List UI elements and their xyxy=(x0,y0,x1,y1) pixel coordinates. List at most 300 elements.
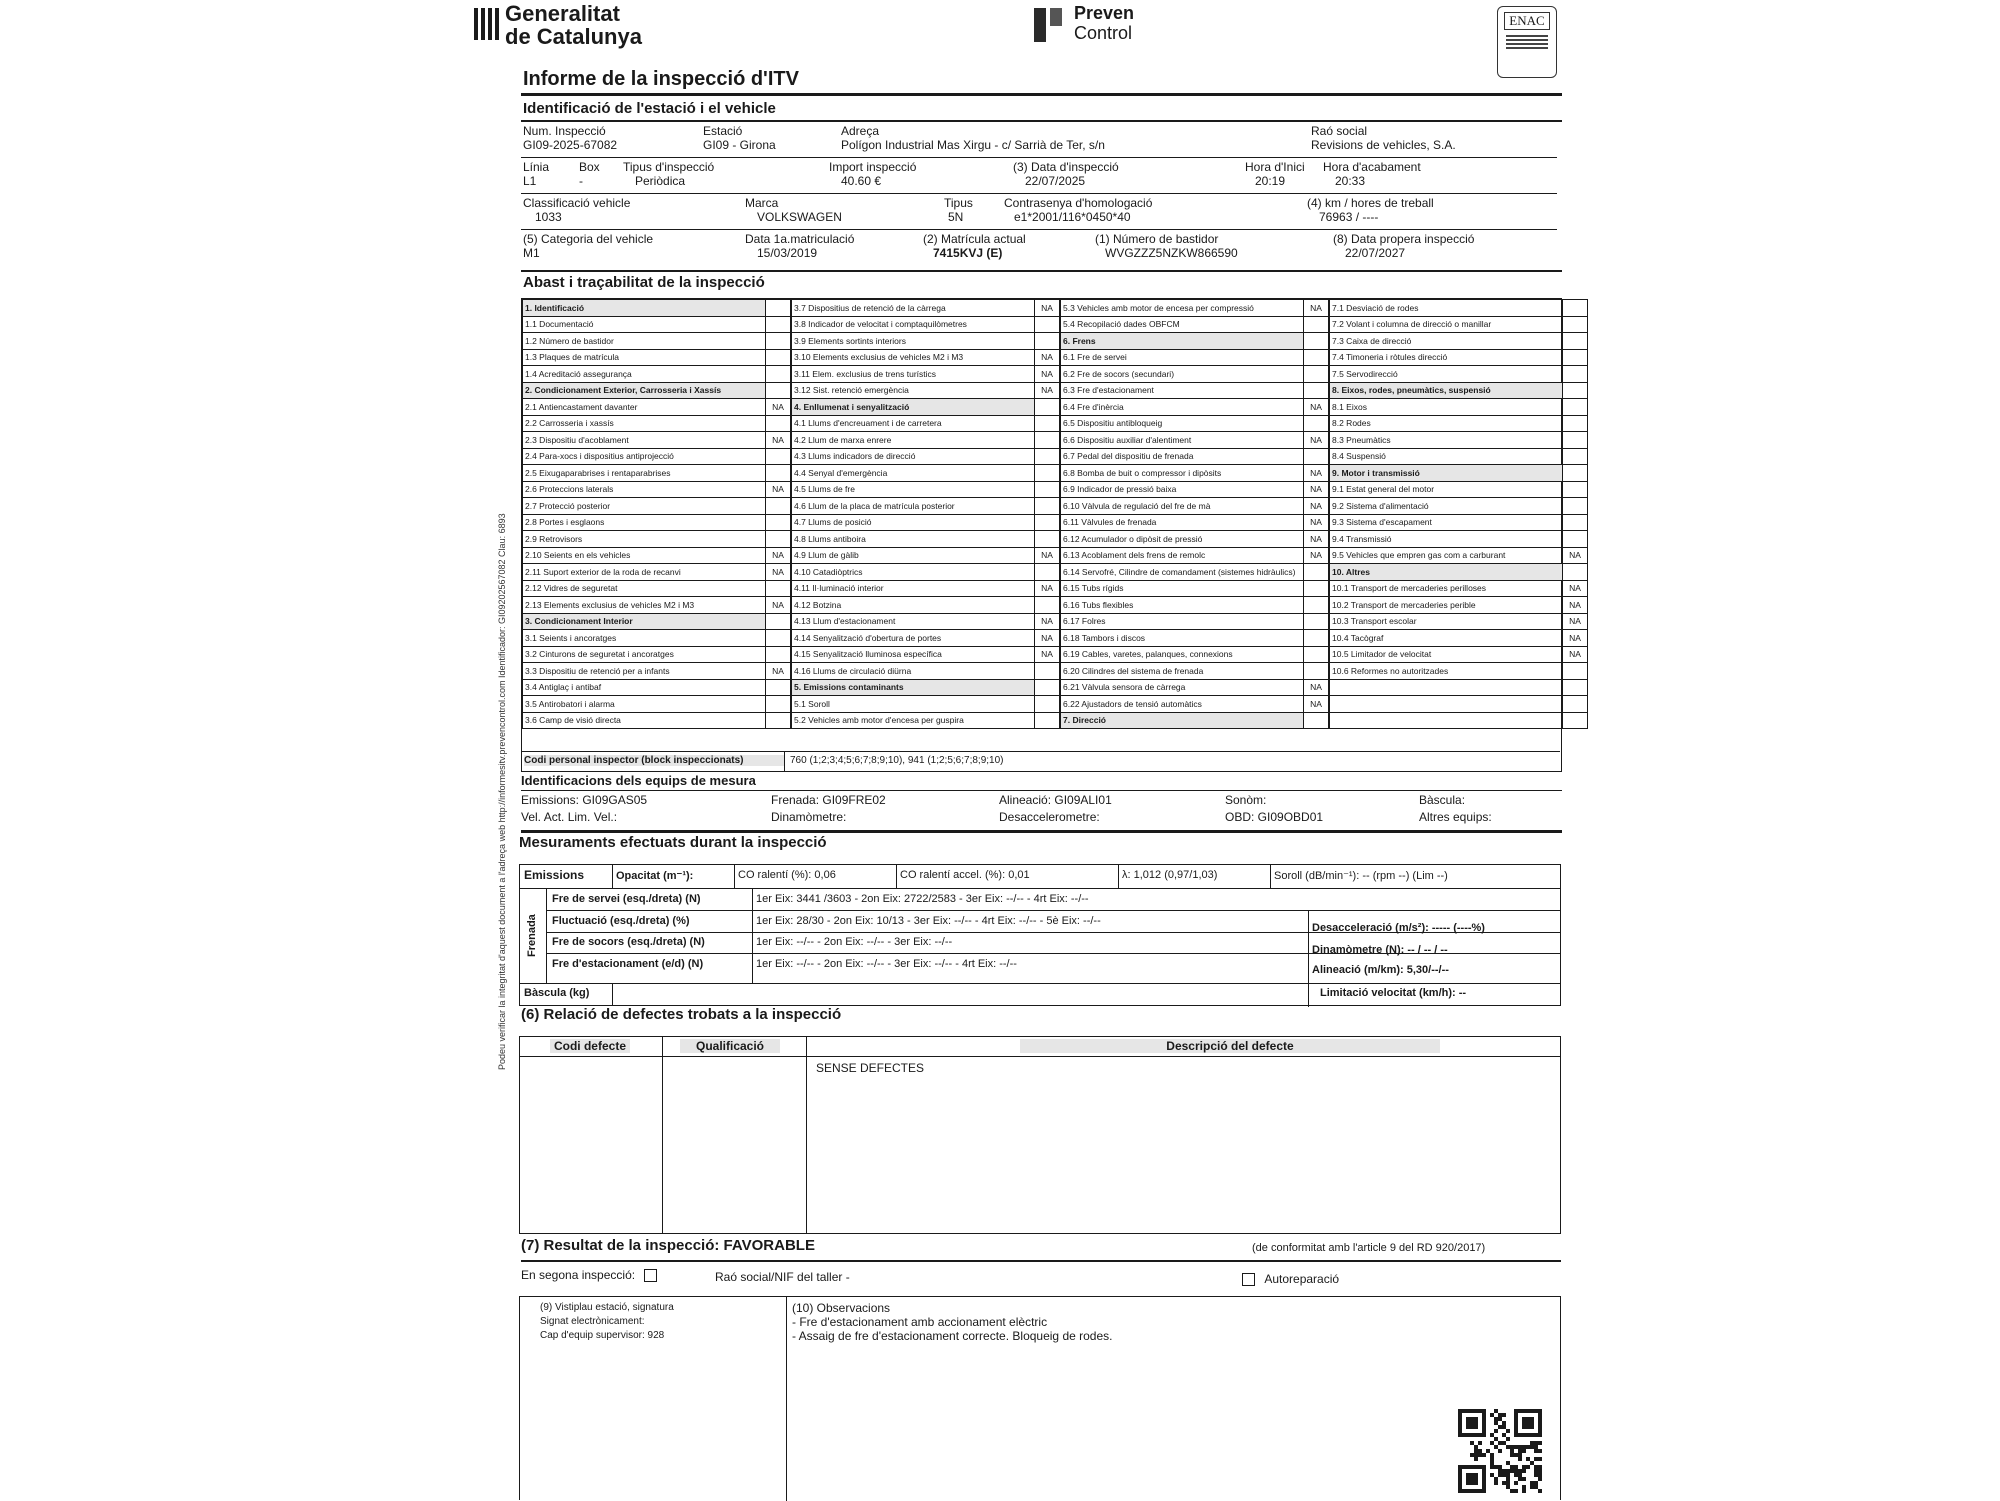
abast-row xyxy=(1330,712,1588,729)
abast-item: 3.2 Cinturons de seguretat i ancoratges xyxy=(523,646,766,663)
abast-na xyxy=(1563,382,1588,399)
abast-item: 9.1 Estat general del motor xyxy=(1330,481,1563,498)
abast-row xyxy=(1330,399,1588,416)
abast-row xyxy=(792,630,1060,647)
abast-item: 6.3 Fre d'estacionament xyxy=(1061,382,1304,399)
abast-na: NA xyxy=(1563,547,1588,564)
alineacio-value: Alineació (m/km): 5,30/--/-- xyxy=(1312,964,1449,976)
field-homologacio xyxy=(1004,196,1152,224)
abast-row xyxy=(1330,547,1588,564)
abast-item: 6.8 Bomba de buit o compressor i dipòsits xyxy=(1061,465,1304,482)
abast-na xyxy=(1304,448,1329,465)
equip-sonometre: Sonòm: xyxy=(1225,793,1267,807)
abast-row xyxy=(1061,465,1329,482)
abast-na xyxy=(1035,564,1060,581)
abast-row xyxy=(792,547,1060,564)
abast-row xyxy=(523,646,791,663)
abast-row xyxy=(792,382,1060,399)
abast-na: NA xyxy=(1563,580,1588,597)
abast-item: 3.6 Camp de visió directa xyxy=(523,712,766,729)
abast-item: 4.9 Llum de gàlib xyxy=(792,547,1035,564)
abast-row xyxy=(1061,696,1329,713)
abast-na xyxy=(1304,613,1329,630)
abast-item: 3.3 Dispositiu de retenció per a infants xyxy=(523,663,766,680)
abast-item: 1.4 Acreditació assegurança xyxy=(523,366,766,383)
abast-row xyxy=(523,415,791,432)
abast-na xyxy=(766,498,791,515)
abast-na xyxy=(766,696,791,713)
field-km-hores xyxy=(1307,196,1434,224)
abast-na xyxy=(1304,646,1329,663)
co-ralenti-value: CO ralentí (%): 0,06 xyxy=(738,869,836,881)
abast-na: NA xyxy=(1035,547,1060,564)
autoreparacio-label: Autoreparació xyxy=(1264,1272,1340,1286)
abast-row xyxy=(792,514,1060,531)
abast-row xyxy=(1330,531,1588,548)
abast-na xyxy=(1035,597,1060,614)
abast-row xyxy=(1330,481,1588,498)
equip-desaccelerometre: Desaccelerometre: xyxy=(999,810,1100,824)
prevencontrol-logo xyxy=(1032,6,1066,49)
abast-row xyxy=(1061,597,1329,614)
field-hora-inici xyxy=(1245,160,1305,188)
abast-row xyxy=(523,597,791,614)
equip-bascula: Bàscula: xyxy=(1419,793,1466,807)
abast-na xyxy=(766,465,791,482)
abast-na: NA xyxy=(1035,366,1060,383)
dinamometre-value: Dinamòmetre (N): -- / -- / -- xyxy=(1312,944,1448,956)
abast-na xyxy=(766,382,791,399)
value: GI09 - Girona xyxy=(703,138,776,152)
label: Estació xyxy=(703,124,743,138)
abast-item: 7.3 Caixa de direcció xyxy=(1330,333,1563,350)
col-qualificacio: Qualificació xyxy=(680,1039,780,1053)
abast-row xyxy=(523,465,791,482)
abast-item: 10.5 Limitador de velocitat xyxy=(1330,646,1563,663)
label: Classificació vehicle xyxy=(523,196,631,210)
abast-item: 6.13 Acoblament dels frens de remolc xyxy=(1061,547,1304,564)
abast-na xyxy=(766,514,791,531)
abast-item: 7.4 Timoneria i ròtules direcció xyxy=(1330,349,1563,366)
enac-label: ENAC xyxy=(1504,12,1550,30)
abast-na xyxy=(1035,481,1060,498)
abast-item: 4.1 Llums d'encreuament i de carretera xyxy=(792,415,1035,432)
abast-item: 2.12 Vidres de seguretat xyxy=(523,580,766,597)
generalitat-logo xyxy=(473,6,505,47)
abast-na xyxy=(766,580,791,597)
mesuraments-heading: Mesuraments efectuats durant la inspecció xyxy=(519,834,827,851)
value: 22/07/2025 xyxy=(1025,174,1086,188)
abast-item: 8.3 Pneumàtics xyxy=(1330,432,1563,449)
abast-item: 10.2 Transport de mercaderies perible xyxy=(1330,597,1563,614)
abast-item: 6.18 Tambors i discos xyxy=(1061,630,1304,647)
generalitat-emblem-icon xyxy=(473,6,505,42)
abast-row xyxy=(1061,481,1329,498)
abast-row xyxy=(1330,432,1588,449)
abast-na xyxy=(1563,498,1588,515)
abast-na xyxy=(1035,465,1060,482)
abast-row xyxy=(523,679,791,696)
abast-item: 2.4 Para-xocs i dispositius antiprojecció xyxy=(523,448,766,465)
abast-na: NA xyxy=(1035,580,1060,597)
abast-item: 2.13 Elements exclusius de vehicles M2 i M3 xyxy=(523,597,766,614)
abast-item: 6.1 Fre de servei xyxy=(1061,349,1304,366)
abast-row xyxy=(523,300,791,317)
value: e1*2001/116*0450*40 xyxy=(1014,210,1131,224)
abast-na xyxy=(1035,514,1060,531)
equip-vel-lim: Vel. Act. Lim. Vel.: xyxy=(521,810,618,824)
abast-item: 6.17 Folres xyxy=(1061,613,1304,630)
verification-side-text: Podeu verificar la integritat d'aquest document a l'adreça web http://informesitv.prevencontrol.com Identificador: GI09202567082 Clau: 6893 xyxy=(497,513,507,1070)
label: (1) Número de bastidor xyxy=(1095,232,1219,246)
limitacio-value: Limitació velocitat (km/h): -- xyxy=(1320,987,1467,999)
abast-row xyxy=(1330,613,1588,630)
abast-item: 5.3 Vehicles amb motor de encesa per compressió xyxy=(1061,300,1304,317)
equip-emissions: Emissions: GI09GAS05 xyxy=(521,793,648,807)
abast-na xyxy=(1563,300,1588,317)
abast-item: 4.13 Llum d'estacionament xyxy=(792,613,1035,630)
label: (3) Data d'inspecció xyxy=(1013,160,1119,174)
resultat-heading: (7) Resultat de la inspecció: FAVORABLE xyxy=(521,1237,815,1254)
label: Box xyxy=(579,160,600,174)
abast-na: NA xyxy=(1035,630,1060,647)
observacio-line: - Assaig de fre d'estacionament correcte. Bloqueig de rodes. xyxy=(792,1329,1113,1343)
abast-item: 2.10 Seients en els vehicles xyxy=(523,547,766,564)
abast-item: 6.2 Fre de socors (secundari) xyxy=(1061,366,1304,383)
value: 40.60 € xyxy=(841,174,882,188)
label: Import inspecció xyxy=(829,160,917,174)
value: Periòdica xyxy=(635,174,686,188)
resultat-note: (de conformitat amb l'article 9 del RD 920/2017) xyxy=(1252,1242,1486,1254)
abast-na xyxy=(766,349,791,366)
abast-item: 6.10 Vàlvula de regulació del fre de mà xyxy=(1061,498,1304,515)
fre-servei-label: Fre de servei (esq./dreta) (N) xyxy=(552,893,701,905)
abast-row xyxy=(792,564,1060,581)
abast-item: 4.5 Llums de fre xyxy=(792,481,1035,498)
defectes-box xyxy=(519,1036,1561,1234)
abast-row xyxy=(1061,333,1329,350)
abast-row xyxy=(1330,679,1588,696)
abast-row xyxy=(523,580,791,597)
fluctuacio-value: 1er Eix: 28/30 - 2on Eix: 10/13 - 3er Eix: --/-- - 4rt Eix: --/-- - 5è Eix: --/-- xyxy=(756,915,1101,927)
label: Data 1a.matriculació xyxy=(745,232,855,246)
abast-item: 6.12 Acumulador o dipòsit de pressió xyxy=(1061,531,1304,548)
abast-na xyxy=(1035,712,1060,729)
abast-item: 6.14 Servofré, Cilindre de comandament (sistemes hidràulics) xyxy=(1061,564,1304,581)
abast-row xyxy=(523,481,791,498)
abast-item: 6.21 Vàlvula sensora de càrrega xyxy=(1061,679,1304,696)
itv-report-page xyxy=(497,0,1581,1500)
observacio-line: - Fre d'estacionament amb accionament elèctric xyxy=(792,1315,1048,1329)
prevencontrol-mark-icon xyxy=(1032,6,1066,44)
autoreparacio-checkbox[interactable] xyxy=(1242,1273,1255,1286)
abast-na xyxy=(1304,580,1329,597)
abast-row xyxy=(1330,382,1588,399)
enac-badge xyxy=(1497,6,1557,78)
abast-item: 6.22 Ajustadors de tensió automàtics xyxy=(1061,696,1304,713)
abast-item: 1. Identificació xyxy=(523,300,766,317)
fre-socors-label: Fre de socors (esq./dreta) (N) xyxy=(552,936,705,948)
abast-item: 2.1 Antiencastament davanter xyxy=(523,399,766,416)
prevencontrol-name xyxy=(1074,3,1134,43)
abast-na xyxy=(1304,663,1329,680)
abast-na xyxy=(1563,564,1588,581)
abast-row xyxy=(1330,366,1588,383)
field-rao-social xyxy=(1311,124,1456,152)
abast-na xyxy=(1563,316,1588,333)
abast-na xyxy=(766,333,791,350)
value: 76963 / ---- xyxy=(1319,210,1379,224)
abast-item: 3. Condicionament Interior xyxy=(523,613,766,630)
abast-row xyxy=(792,300,1060,317)
field-estacio xyxy=(703,124,776,152)
abast-item: 4. Enllumenat i senyalització xyxy=(792,399,1035,416)
field-box xyxy=(579,160,600,188)
abast-na xyxy=(1304,382,1329,399)
abast-na xyxy=(1035,333,1060,350)
abast-row xyxy=(1330,300,1588,317)
abast-row xyxy=(1061,349,1329,366)
abast-row xyxy=(1061,547,1329,564)
abast-na xyxy=(766,613,791,630)
abast-item: 10.4 Tacògraf xyxy=(1330,630,1563,647)
abast-na xyxy=(1563,333,1588,350)
label: (2) Matrícula actual xyxy=(923,232,1026,246)
abast-row xyxy=(1330,316,1588,333)
value: GI09-2025-67082 xyxy=(523,138,618,152)
abast-row xyxy=(792,399,1060,416)
abast-na xyxy=(1035,316,1060,333)
label: Tipus d'inspecció xyxy=(623,160,715,174)
visiplau-line: (9) Vistiplau estació, signatura xyxy=(540,1302,674,1313)
abast-item: 2.8 Portes i esglaons xyxy=(523,514,766,531)
abast-column xyxy=(1060,299,1329,729)
abast-na: NA xyxy=(1563,646,1588,663)
abast-na: NA xyxy=(1304,481,1329,498)
abast-na: NA xyxy=(1304,498,1329,515)
abast-na xyxy=(1035,415,1060,432)
abast-row xyxy=(1061,564,1329,581)
abast-item: 2.7 Protecció posterior xyxy=(523,498,766,515)
abast-row xyxy=(1061,366,1329,383)
abast-na: NA xyxy=(1563,597,1588,614)
abast-na xyxy=(1563,696,1588,713)
abast-row xyxy=(1061,514,1329,531)
abast-na xyxy=(766,366,791,383)
abast-na xyxy=(1035,663,1060,680)
abast-column xyxy=(791,299,1060,729)
abast-na xyxy=(1035,531,1060,548)
generalitat-name xyxy=(505,2,642,48)
emissions-label: Emissions xyxy=(524,868,585,882)
autoreparacio xyxy=(1242,1272,1339,1286)
label: (4) km / hores de treball xyxy=(1307,196,1434,210)
value: 7415KVJ (E) xyxy=(933,246,1003,260)
abast-na xyxy=(1563,663,1588,680)
bascula-label: Bàscula (kg) xyxy=(524,987,590,999)
abast-na: NA xyxy=(766,547,791,564)
abast-row xyxy=(523,712,791,729)
abast-row xyxy=(1061,679,1329,696)
field-tipus-inspeccio xyxy=(623,160,714,188)
abast-na: NA xyxy=(1304,399,1329,416)
abast-row xyxy=(792,679,1060,696)
field-propera-inspeccio xyxy=(1333,232,1474,260)
abast-row xyxy=(1061,663,1329,680)
abast-na: NA xyxy=(1563,613,1588,630)
abast-na xyxy=(1563,531,1588,548)
value: 22/07/2027 xyxy=(1345,246,1406,260)
field-num-inspeccio xyxy=(523,124,617,152)
abast-row xyxy=(1330,597,1588,614)
abast-item: 3.11 Elem. exclusius de trens turístics xyxy=(792,366,1035,383)
desacceleracio-value: Desacceleració (m/s²): ----- (----%) xyxy=(1312,922,1485,934)
equips-heading: Identificacions dels equips de mesura xyxy=(521,773,756,788)
abast-row xyxy=(523,663,791,680)
abast-na xyxy=(766,531,791,548)
equips-block xyxy=(521,793,1561,829)
label: Raó social xyxy=(1311,124,1368,138)
qr-code xyxy=(1458,1409,1542,1498)
abast-item: 8.2 Rodes xyxy=(1330,415,1563,432)
abast-na xyxy=(1304,415,1329,432)
abast-na: NA xyxy=(1304,547,1329,564)
abast-na xyxy=(766,712,791,729)
qr-code-icon xyxy=(1458,1409,1542,1493)
col-codi-defecte: Codi defecte xyxy=(550,1039,630,1053)
abast-item: 4.12 Botzina xyxy=(792,597,1035,614)
abast-column xyxy=(1329,299,1588,729)
abast-row xyxy=(1330,630,1588,647)
value: - xyxy=(579,174,583,188)
abast-item: 7.2 Volant i columna de direcció o manillar xyxy=(1330,316,1563,333)
label: Tipus xyxy=(944,196,973,210)
abast-item: 5.1 Soroll xyxy=(792,696,1035,713)
value: 20:19 xyxy=(1255,174,1286,188)
equip-alineacio: Alineació: GI09ALI01 xyxy=(999,793,1112,807)
abast-na xyxy=(1035,448,1060,465)
abast-na xyxy=(1304,597,1329,614)
abast-item: 5.4 Recopilació dades OBFCM xyxy=(1061,316,1304,333)
abast-row xyxy=(1330,448,1588,465)
abast-na xyxy=(1035,679,1060,696)
abast-row xyxy=(792,333,1060,350)
abast-row xyxy=(792,712,1060,729)
value: 15/03/2019 xyxy=(757,246,818,260)
label: Hora d'Inici xyxy=(1245,160,1305,174)
abast-na xyxy=(1304,366,1329,383)
abast-item: 10.3 Transport escolar xyxy=(1330,613,1563,630)
label: (8) Data propera inspecció xyxy=(1333,232,1475,246)
abast-item: 3.7 Dispositius de retenció de la càrrega xyxy=(792,300,1035,317)
abast-na xyxy=(1563,679,1588,696)
field-adreca xyxy=(841,124,1105,152)
equip-altres: Altres equips: xyxy=(1419,810,1492,824)
abast-item: 5.2 Vehicles amb motor d'encesa per guspira xyxy=(792,712,1035,729)
abast-row xyxy=(792,696,1060,713)
field-categoria xyxy=(523,232,653,260)
abast-row xyxy=(1330,663,1588,680)
field-data-inspeccio xyxy=(1013,160,1119,188)
observacions-block xyxy=(792,1301,1112,1343)
abast-row xyxy=(1061,399,1329,416)
gov-line1: Generalitat xyxy=(505,1,620,26)
abast-item: 7. Direcció xyxy=(1061,712,1304,729)
abast-row xyxy=(792,646,1060,663)
inspector-value: 760 (1;2;3;4;5;6;7;8;9;10), 941 (1;2;5;6;7;8;9;10) xyxy=(790,755,1004,766)
value: WVGZZZ5NZKW866590 xyxy=(1105,246,1238,260)
abast-item: 3.1 Seients i ancoratges xyxy=(523,630,766,647)
abast-item: 3.12 Sist. retenció emergència xyxy=(792,382,1035,399)
abast-row xyxy=(792,465,1060,482)
abast-row xyxy=(1061,498,1329,515)
abast-item: 4.6 Llum de la placa de matrícula posterior xyxy=(792,498,1035,515)
field-import xyxy=(829,160,916,188)
company-line2: Control xyxy=(1074,23,1133,43)
abast-row xyxy=(792,415,1060,432)
field-marca xyxy=(745,196,842,224)
abast-row xyxy=(792,597,1060,614)
abast-na xyxy=(766,415,791,432)
abast-row xyxy=(523,333,791,350)
abast-row xyxy=(523,564,791,581)
abast-na: NA xyxy=(1304,465,1329,482)
abast-na: NA xyxy=(1304,300,1329,317)
abast-row xyxy=(523,531,791,548)
abast-item xyxy=(1330,696,1563,713)
label: Num. Inspecció xyxy=(523,124,606,138)
abast-na xyxy=(1304,333,1329,350)
abast-item: 2.6 Proteccions laterals xyxy=(523,481,766,498)
company-line1: Preven xyxy=(1074,3,1135,23)
abast-na xyxy=(766,300,791,317)
fluctuacio-label: Fluctuació (esq./dreta) (%) xyxy=(552,915,690,927)
co-accel-value: CO ralentí accel. (%): 0,01 xyxy=(900,869,1030,881)
abast-na: NA xyxy=(1304,514,1329,531)
abast-row xyxy=(1061,415,1329,432)
abast-na: NA xyxy=(1563,630,1588,647)
value: VOLKSWAGEN xyxy=(757,210,842,224)
abast-row xyxy=(523,448,791,465)
abast-item: 8. Eixos, rodes, pneumàtics, suspensió xyxy=(1330,382,1563,399)
fre-socors-value: 1er Eix: --/-- - 2on Eix: --/-- - 3er Eix: --/-- xyxy=(756,936,953,948)
abast-item: 2.9 Retrovisors xyxy=(523,531,766,548)
abast-na xyxy=(1035,498,1060,515)
abast-item: 9.3 Sistema d'escapament xyxy=(1330,514,1563,531)
label: (5) Categoria del vehicle xyxy=(523,232,654,246)
abast-item: 4.14 Senyalització d'obertura de portes xyxy=(792,630,1035,647)
abast-na: NA xyxy=(1035,613,1060,630)
abast-row xyxy=(1061,382,1329,399)
abast-na xyxy=(1563,448,1588,465)
value: 1033 xyxy=(535,210,562,224)
abast-item: 8.4 Suspensió xyxy=(1330,448,1563,465)
abast-item: 7.5 Servodirecció xyxy=(1330,366,1563,383)
abast-item: 9.4 Transmissió xyxy=(1330,531,1563,548)
ident-block xyxy=(523,124,1563,269)
abast-item: 4.15 Senyalització lluminosa específica xyxy=(792,646,1035,663)
abast-na xyxy=(1563,366,1588,383)
col-descripcio: Descripció del defecte xyxy=(1020,1039,1440,1053)
abast-na xyxy=(1035,399,1060,416)
abast-row xyxy=(792,531,1060,548)
segona-inspeccio-checkbox[interactable] xyxy=(644,1269,657,1282)
field-matricula xyxy=(923,232,1026,260)
abast-row xyxy=(1061,448,1329,465)
abast-row xyxy=(1061,580,1329,597)
fre-estac-value: 1er Eix: --/-- - 2on Eix: --/-- - 3er Eix: --/-- - 4rt Eix: --/-- xyxy=(756,958,1017,970)
abast-item: 4.8 Llums antiboira xyxy=(792,531,1035,548)
